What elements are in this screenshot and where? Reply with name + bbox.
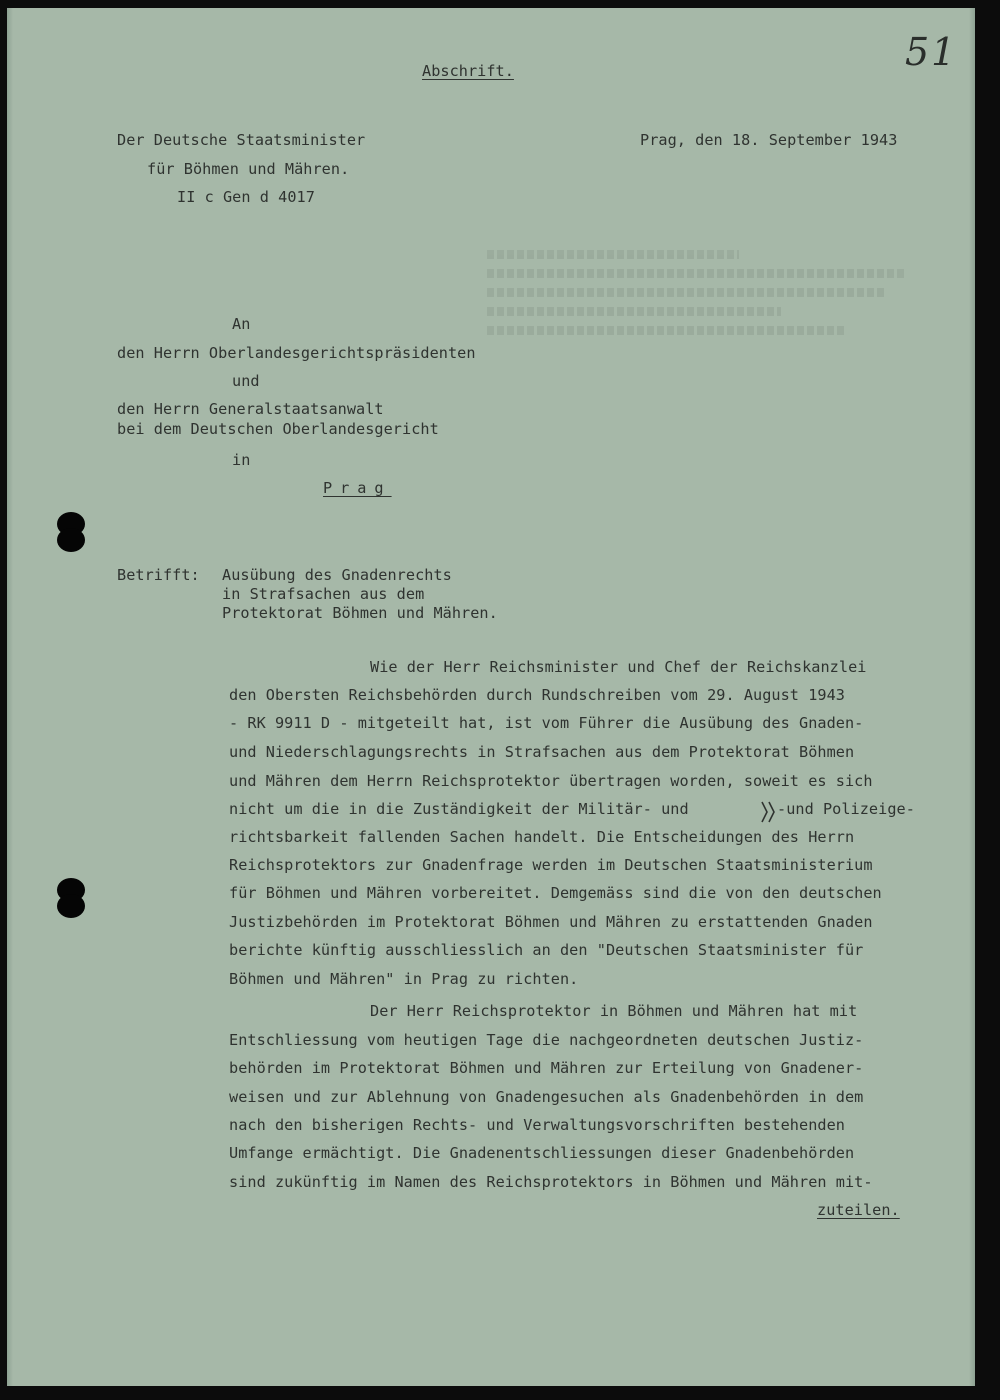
page-number: 51 bbox=[905, 30, 958, 74]
sender-line-2: für Böhmen und Mähren. bbox=[147, 160, 350, 178]
show-through-text bbox=[487, 240, 907, 370]
recipient-city: Prag bbox=[323, 479, 392, 497]
recipient-in: in bbox=[232, 451, 251, 469]
handwritten-ss-rune bbox=[759, 800, 777, 824]
paragraph-2-line-1: Der Herr Reichsprotektor in Böhmen und Mähren hat mit bbox=[370, 1002, 858, 1020]
closing-word: zuteilen. bbox=[817, 1201, 900, 1219]
page-right-edge bbox=[969, 8, 975, 1386]
paragraph-1-line-6-end: -und Polizeige- bbox=[777, 800, 915, 818]
subject-line-2: in Strafsachen aus dem bbox=[222, 585, 425, 603]
paragraph-1-line-7: richtsbarkeit fallenden Sachen handelt. Die Entscheidungen des Herrn bbox=[229, 828, 855, 846]
document-title: Abschrift. bbox=[422, 62, 514, 80]
paragraph-1-line-10: Justizbehörden im Protektorat Böhmen und Mähren zu erstattenden Gnaden bbox=[229, 913, 873, 931]
sender-line-1: Der Deutsche Staatsminister bbox=[117, 131, 366, 149]
paragraph-1-line-2: den Obersten Reichsbehörden durch Rundschreiben vom 29. August 1943 bbox=[229, 686, 845, 704]
paragraph-1-line-11: berichte künftig ausschliesslich an den "Deutschen Staatsminister für bbox=[229, 941, 864, 959]
recipient-line-1: den Herrn Oberlandesgerichtspräsidenten bbox=[117, 344, 476, 362]
paragraph-1-line-12: Böhmen und Mähren" in Prag zu richten. bbox=[229, 970, 579, 988]
punch-hole-top-lower bbox=[57, 528, 85, 552]
document-page bbox=[7, 8, 975, 1386]
subject-label: Betrifft: bbox=[117, 566, 200, 584]
paragraph-2-line-7: sind zukünftig im Namen des Reichsprotektors in Böhmen und Mähren mit- bbox=[229, 1173, 873, 1191]
paragraph-1-line-5: und Mähren dem Herrn Reichsprotektor übertragen worden, soweit es sich bbox=[229, 772, 873, 790]
paragraph-2-line-5: nach den bisherigen Rechts- und Verwaltungsvorschriften bestehenden bbox=[229, 1116, 845, 1134]
paragraph-1-line-8: Reichsprotektors zur Gnadenfrage werden im Deutschen Staatsministerium bbox=[229, 856, 873, 874]
paragraph-1-line-1: Wie der Herr Reichsminister und Chef der Reichskanzlei bbox=[370, 658, 867, 676]
date-line: Prag, den 18. September 1943 bbox=[640, 131, 898, 149]
recipient-line-2: den Herrn Generalstaatsanwalt bbox=[117, 400, 384, 418]
subject-line-3: Protektorat Böhmen und Mähren. bbox=[222, 604, 498, 622]
paragraph-2-line-6: Umfange ermächtigt. Die Gnadenentschliessungen dieser Gnadenbehörden bbox=[229, 1144, 855, 1162]
paragraph-1-line-9: für Böhmen und Mähren vorbereitet. Demgemäss sind die von den deutschen bbox=[229, 884, 882, 902]
paragraph-2-line-2: Entschliessung vom heutigen Tage die nachgeordneten deutschen Justiz- bbox=[229, 1031, 864, 1049]
punch-hole-bottom-lower bbox=[57, 894, 85, 918]
sender-reference: II c Gen d 4017 bbox=[177, 188, 315, 206]
paragraph-2-line-3: behörden im Protektorat Böhmen und Mähren zur Erteilung von Gnadener- bbox=[229, 1059, 864, 1077]
page-left-edge bbox=[7, 8, 13, 1386]
paragraph-1-line-4: und Niederschlagungsrechts in Strafsachen aus dem Protektorat Böhmen bbox=[229, 743, 855, 761]
recipient-und: und bbox=[232, 372, 260, 390]
recipient-line-3: bei dem Deutschen Oberlandesgericht bbox=[117, 420, 439, 438]
paragraph-1-line-6: nicht um die in die Zuständigkeit der Militär- und bbox=[229, 800, 689, 818]
paragraph-1-line-3: - RK 9911 D - mitgeteilt hat, ist vom Führer die Ausübung des Gnaden- bbox=[229, 714, 864, 732]
paragraph-2-line-4: weisen und zur Ablehnung von Gnadengesuchen als Gnadenbehörden in dem bbox=[229, 1088, 864, 1106]
subject-line-1: Ausübung des Gnadenrechts bbox=[222, 566, 452, 584]
recipient-an: An bbox=[232, 315, 251, 333]
